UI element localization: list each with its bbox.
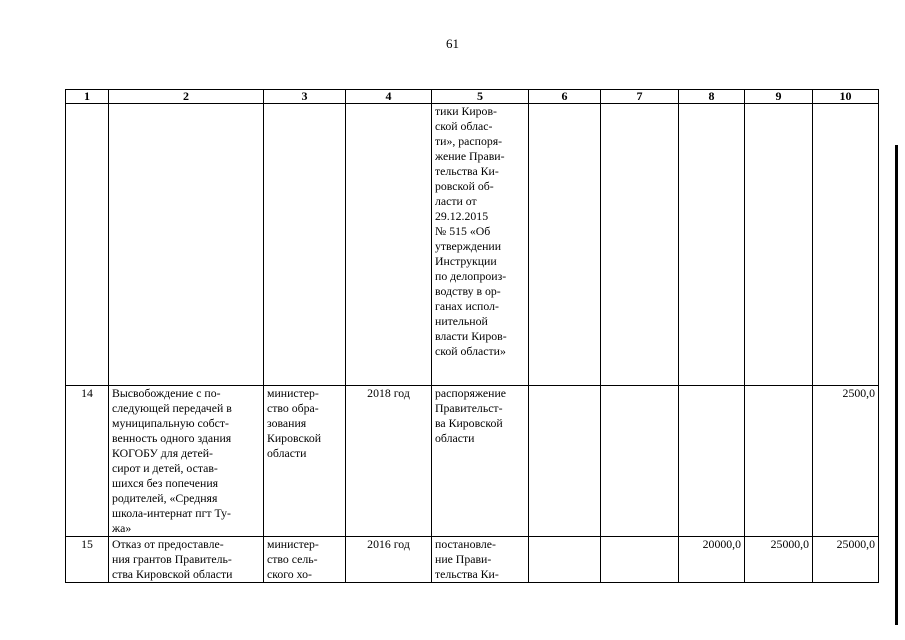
cell-description bbox=[109, 386, 264, 537]
cell-description bbox=[109, 104, 264, 386]
cell-col7 bbox=[601, 537, 679, 583]
header-col-4: 4 bbox=[346, 90, 432, 104]
text-line: Отказ от предоставле- bbox=[112, 537, 224, 551]
text-line: ства Кировской области bbox=[112, 567, 233, 581]
text-line: Инструкции bbox=[435, 254, 497, 268]
cell-description bbox=[109, 537, 264, 583]
text-line: ского хо- bbox=[267, 567, 312, 581]
cell-responsible bbox=[264, 104, 346, 386]
cell-col9: 25000,0 bbox=[745, 537, 813, 583]
text-line: Кировской bbox=[267, 431, 322, 445]
text-line: ти», распоря- bbox=[435, 134, 503, 148]
text-line: тельства Ки- bbox=[435, 164, 499, 178]
header-col-5: 5 bbox=[432, 90, 529, 104]
cell-col10 bbox=[813, 104, 879, 386]
text-line: тики Киров- bbox=[435, 104, 497, 118]
header-col-1: 1 bbox=[66, 90, 109, 104]
cell-year bbox=[346, 104, 432, 386]
table-header-row bbox=[66, 90, 879, 104]
cell-document bbox=[432, 104, 529, 386]
text-line: сирот и детей, остав- bbox=[112, 461, 218, 475]
header-col-8: 8 bbox=[679, 90, 745, 104]
text-line: ласти от bbox=[435, 194, 477, 208]
cell-responsible bbox=[264, 386, 346, 537]
text-line: № 515 «Об bbox=[435, 224, 491, 238]
text-line: нительной bbox=[435, 314, 488, 328]
cell-col7 bbox=[601, 104, 679, 386]
cell-col10: 2500,0 bbox=[813, 386, 879, 537]
text-line: ва Кировской bbox=[435, 416, 503, 430]
text-line: области bbox=[267, 446, 307, 460]
text-line: ской облас- bbox=[435, 119, 493, 133]
text-line: по делопроиз- bbox=[435, 269, 507, 283]
cell-year: 2018 год bbox=[346, 386, 432, 537]
text-line: шихся без попечения bbox=[112, 476, 219, 490]
cell-responsible bbox=[264, 537, 346, 583]
text-line: жа» bbox=[112, 521, 132, 535]
text-line: тельства Ки- bbox=[435, 567, 499, 581]
text-line: жение Прави- bbox=[435, 149, 505, 163]
cell-number: 14 bbox=[66, 386, 109, 537]
cell-number bbox=[66, 104, 109, 386]
cell-col6 bbox=[529, 537, 601, 583]
text-line: следующей передачей в bbox=[112, 401, 232, 415]
header-col-2: 2 bbox=[109, 90, 264, 104]
text-line: муниципальную собст- bbox=[112, 416, 229, 430]
cell-year: 2016 год bbox=[346, 537, 432, 583]
header-col-7: 7 bbox=[601, 90, 679, 104]
cell-col8 bbox=[679, 104, 745, 386]
text-line: ской области» bbox=[435, 344, 506, 358]
cell-col10: 25000,0 bbox=[813, 537, 879, 583]
cell-col8: 20000,0 bbox=[679, 537, 745, 583]
table-row bbox=[66, 537, 879, 583]
header-col-10: 10 bbox=[813, 90, 879, 104]
text-line: школа-интернат пгт Ту- bbox=[112, 506, 231, 520]
text-line: утверждении bbox=[435, 239, 502, 253]
cell-document bbox=[432, 386, 529, 537]
cell-document bbox=[432, 537, 529, 583]
text-line: министер- bbox=[267, 537, 319, 551]
cell-col6 bbox=[529, 104, 601, 386]
text-line: родителей, «Средняя bbox=[112, 491, 218, 505]
text-line: КОГОБУ для детей- bbox=[112, 446, 213, 460]
cell-col8 bbox=[679, 386, 745, 537]
cell-col7 bbox=[601, 386, 679, 537]
text-line: Высвобождение с по- bbox=[112, 386, 221, 400]
text-line: министер- bbox=[267, 386, 319, 400]
text-line: ровской об- bbox=[435, 179, 494, 193]
text-line: постановле- bbox=[435, 537, 496, 551]
text-line: ство обра- bbox=[267, 401, 319, 415]
table-row bbox=[66, 104, 879, 386]
page-number: 61 bbox=[446, 36, 459, 51]
text-line: власти Киров- bbox=[435, 329, 507, 343]
cell-col9 bbox=[745, 104, 813, 386]
text-line: венность одного здания bbox=[112, 431, 232, 445]
header-col-6: 6 bbox=[529, 90, 601, 104]
cell-col9 bbox=[745, 386, 813, 537]
text-line: ния грантов Правитель- bbox=[112, 552, 232, 566]
document-table bbox=[65, 89, 879, 583]
table-row bbox=[66, 386, 879, 537]
text-line: ние Прави- bbox=[435, 552, 492, 566]
cell-number: 15 bbox=[66, 537, 109, 583]
text-line: ство сель- bbox=[267, 552, 318, 566]
header-col-9: 9 bbox=[745, 90, 813, 104]
text-line: зования bbox=[267, 416, 307, 430]
text-line: распоряжение bbox=[435, 386, 507, 400]
text-line: ганах испол- bbox=[435, 299, 499, 313]
text-line: водству в ор- bbox=[435, 284, 501, 298]
text-line: области bbox=[435, 431, 475, 445]
text-line: Правительст- bbox=[435, 401, 503, 415]
cell-col6 bbox=[529, 386, 601, 537]
scan-edge-line bbox=[895, 145, 898, 625]
text-line: 29.12.2015 bbox=[435, 209, 489, 223]
header-col-3: 3 bbox=[264, 90, 346, 104]
